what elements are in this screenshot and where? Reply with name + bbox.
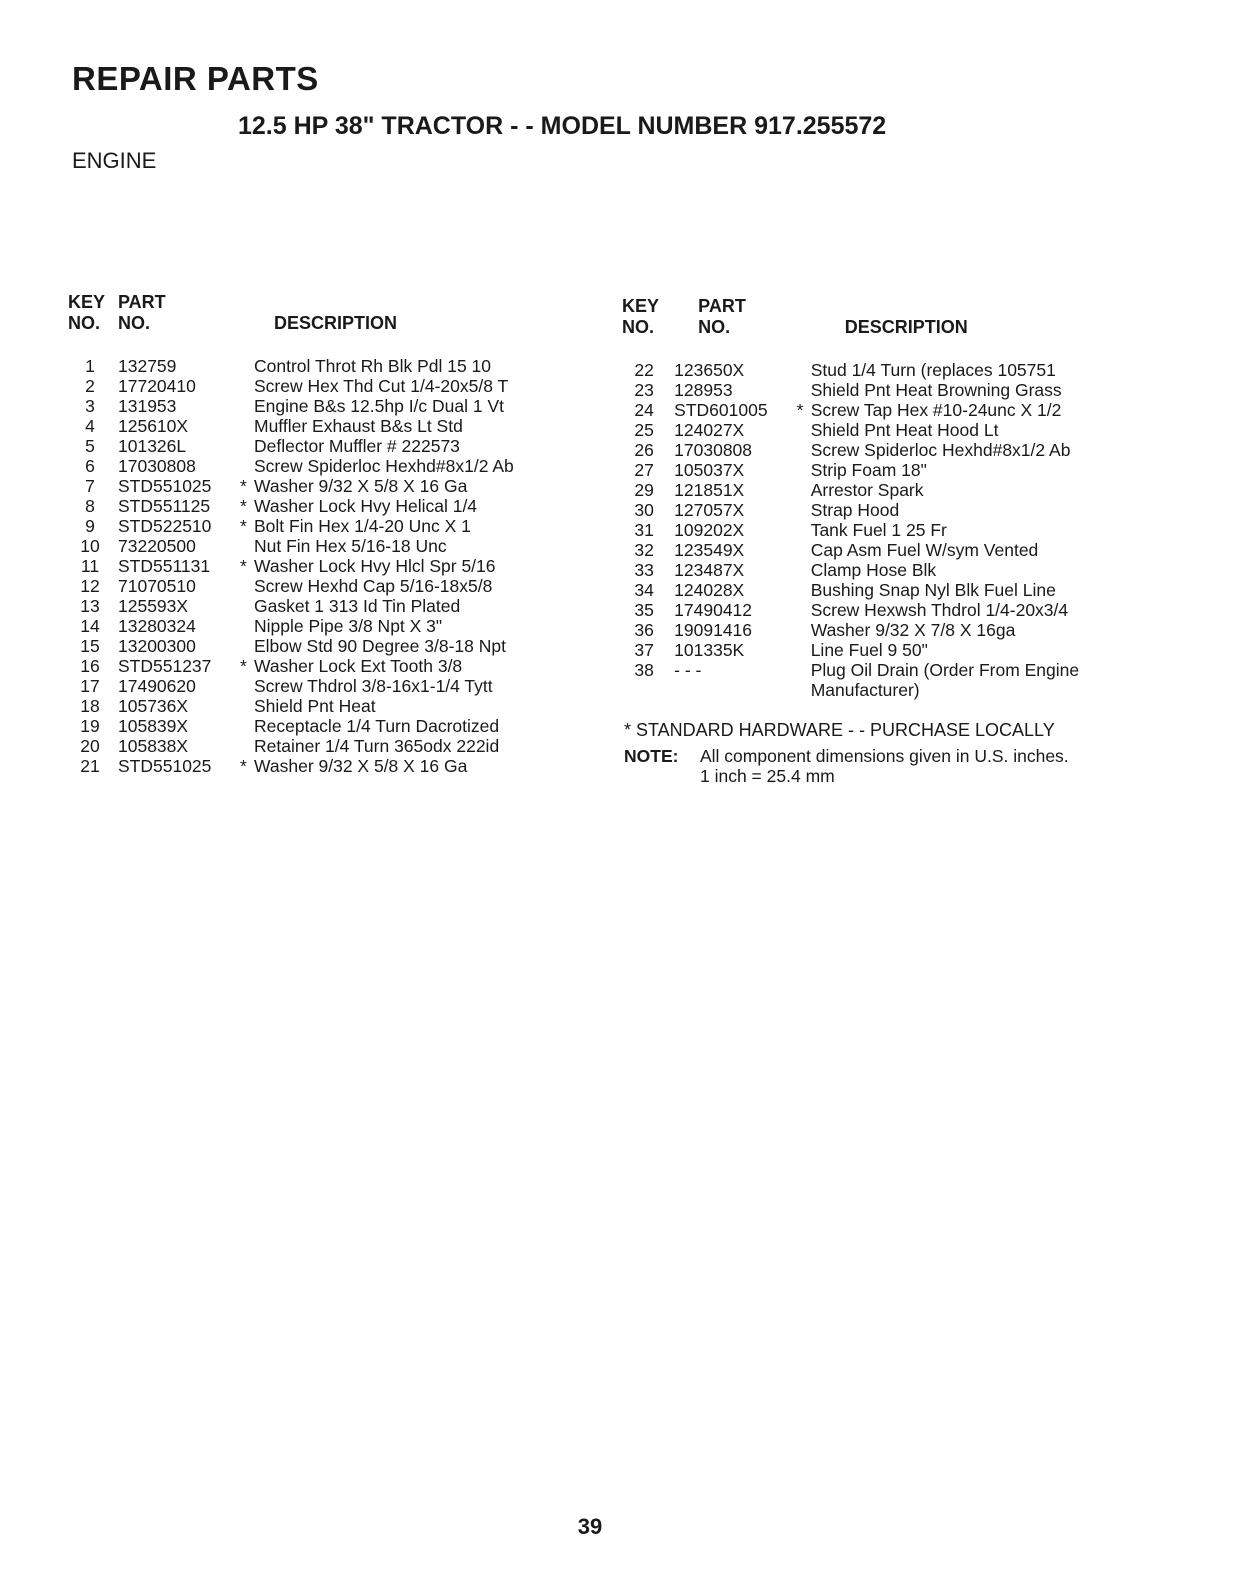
part-description: Washer Lock Hvy Helical 1/4 (254, 496, 478, 516)
part-description: Shield Pnt Heat (254, 696, 376, 716)
table-row (622, 560, 1142, 580)
table-row (622, 620, 1142, 640)
standard-hardware-marker (240, 716, 254, 736)
key-no: 38 (634, 660, 654, 680)
standard-hardware-marker (797, 500, 811, 520)
table-row (68, 356, 568, 376)
standard-hardware-marker (240, 436, 254, 456)
part-description: Receptacle 1/4 Turn Dacrotized (254, 716, 500, 736)
key-no: 35 (634, 600, 654, 620)
part-no: 101335K (674, 640, 745, 660)
part-no: 109202X (674, 520, 745, 540)
table-row (68, 436, 568, 456)
part-description: Muffler Exhaust B&s Lt Std (254, 416, 463, 436)
part-description: Plug Oil Drain (Order From Engine Manufacturer) (810, 660, 1080, 700)
part-no: 105839X (118, 716, 189, 736)
key-no: 17 (80, 676, 100, 696)
part-description: Screw Spiderloc Hexhd#8x1/2 Ab (254, 456, 514, 476)
standard-hardware-marker (797, 460, 811, 480)
key-no: 5 (85, 436, 95, 456)
part-no-header: PART NO. (698, 296, 746, 337)
key-no: 6 (85, 456, 95, 476)
part-no: STD522510 (118, 516, 212, 536)
page-title: REPAIR PARTS (72, 60, 319, 97)
standard-hardware-marker (240, 356, 254, 376)
key-no: 31 (634, 520, 654, 540)
part-no: 128953 (674, 380, 733, 400)
key-no-header: KEY NO. (622, 296, 660, 337)
section-title: ENGINE (72, 148, 157, 173)
key-no: 11 (80, 556, 100, 576)
part-no: 17720410 (118, 376, 196, 396)
key-no: 1 (85, 356, 95, 376)
parts-list-left (68, 356, 568, 776)
table-row (68, 556, 568, 576)
table-row (622, 460, 1142, 480)
table-row (68, 536, 568, 556)
table-row (68, 616, 568, 636)
part-no: 131953 (118, 396, 177, 416)
key-no: 37 (634, 640, 654, 660)
key-no: 36 (634, 620, 654, 640)
table-row (68, 416, 568, 436)
part-no: 13200300 (118, 636, 196, 656)
part-description: Strap Hood (810, 500, 900, 520)
standard-hardware-marker (797, 380, 811, 400)
part-description: Clamp Hose Blk (810, 560, 937, 580)
standard-hardware-marker (797, 660, 811, 700)
table-row (68, 716, 568, 736)
key-no: 25 (634, 420, 654, 440)
part-no: 123650X (674, 360, 745, 380)
table-row (68, 376, 568, 396)
table-row (68, 396, 568, 416)
table-row (68, 516, 568, 536)
part-description: Gasket 1 313 Id Tin Plated (254, 596, 461, 616)
standard-hardware-marker (797, 440, 811, 460)
part-description: Washer 9/32 X 5/8 X 16 Ga (254, 756, 468, 776)
part-no: STD551125 (118, 496, 211, 516)
part-description: Control Throt Rh Blk Pdl 15 10 (254, 356, 492, 376)
part-no: - - - (674, 660, 702, 680)
part-no: 19091416 (674, 620, 753, 640)
standard-hardware-marker (797, 360, 811, 380)
part-description: Line Fuel 9 50" (810, 640, 928, 660)
table-row (622, 640, 1142, 660)
part-description: Retainer 1/4 Turn 365odx 222id (254, 736, 500, 756)
table-row (68, 676, 568, 696)
part-no: 71070510 (118, 576, 196, 596)
part-no: 123487X (674, 560, 745, 580)
parts-list-right (622, 360, 1142, 700)
table-row (68, 636, 568, 656)
part-description: Engine B&s 12.5hp I/c Dual 1 Vt (254, 396, 505, 416)
key-no: 10 (80, 536, 100, 556)
part-no: 132759 (118, 356, 177, 376)
part-description: Nipple Pipe 3/8 Npt X 3" (254, 616, 443, 636)
standard-hardware-marker: * (240, 556, 247, 576)
part-description: Screw Hexwsh Thdrol 1/4-20x3/4 (810, 600, 1069, 620)
part-description: Screw Thdrol 3/8-16x1-1/4 Tytt (254, 676, 493, 696)
key-no: 2 (85, 376, 95, 396)
table-row (622, 520, 1142, 540)
parts-table-left (68, 292, 568, 776)
key-no: 15 (80, 636, 100, 656)
part-description: Elbow Std 90 Degree 3/8-18 Npt (254, 636, 506, 656)
key-no: 14 (80, 616, 100, 636)
part-description: Screw Spiderloc Hexhd#8x1/2 Ab (810, 440, 1071, 460)
part-description: Arrestor Spark (810, 480, 924, 500)
standard-hardware-marker (797, 560, 811, 580)
key-no: 20 (80, 736, 100, 756)
part-description: Bushing Snap Nyl Blk Fuel Line (810, 580, 1056, 600)
key-no: 24 (634, 400, 654, 420)
part-no: 121851X (674, 480, 745, 500)
part-no: 124027X (674, 420, 745, 440)
key-no: 34 (634, 580, 654, 600)
description-header: DESCRIPTION (844, 317, 968, 337)
part-description: Stud 1/4 Turn (replaces 105751 (810, 360, 1056, 380)
part-description: Bolt Fin Hex 1/4-20 Unc X 1 (254, 516, 471, 536)
table-row (622, 360, 1142, 380)
part-description: Screw Hexhd Cap 5/16-18x5/8 (254, 576, 493, 596)
key-no-header: KEY NO. (68, 292, 106, 333)
standard-hardware-marker: * (796, 400, 804, 420)
note-text: All component dimensions given in U.S. inches. (700, 746, 1069, 766)
part-description: Washer Lock Ext Tooth 3/8 (254, 656, 463, 676)
standard-hardware-marker (797, 600, 811, 620)
table-row (68, 596, 568, 616)
standard-hardware-marker (797, 520, 811, 540)
key-no: 12 (80, 576, 100, 596)
part-description: Screw Tap Hex #10-24unc X 1/2 (810, 400, 1062, 420)
dimension-note (624, 746, 1069, 786)
table-row (68, 696, 568, 716)
part-no: 17030808 (674, 440, 753, 460)
part-no: 124028X (674, 580, 745, 600)
part-no: 105736X (118, 696, 189, 716)
part-no: 123549X (674, 540, 745, 560)
standard-hardware-marker (240, 736, 254, 756)
key-no: 21 (80, 756, 100, 776)
key-no: 19 (80, 716, 100, 736)
table-row (622, 660, 1142, 700)
standard-hardware-marker: * (240, 516, 247, 536)
standard-hardware-marker (797, 420, 811, 440)
standard-hardware-marker (240, 396, 254, 416)
part-no: STD551025 (118, 476, 212, 496)
part-no: STD551025 (118, 756, 212, 776)
key-no: 3 (85, 396, 95, 416)
key-no: 33 (634, 560, 654, 580)
key-no: 18 (80, 696, 100, 716)
table-row (68, 736, 568, 756)
key-no: 22 (634, 360, 654, 380)
standard-hardware-marker (240, 416, 254, 436)
part-no: STD551131 (118, 556, 211, 576)
table-row (68, 576, 568, 596)
standard-hardware-marker (240, 676, 254, 696)
standard-hardware-marker (240, 596, 254, 616)
standard-hardware-marker (240, 636, 254, 656)
key-no: 13 (80, 596, 100, 616)
table-row (622, 600, 1142, 620)
key-no: 8 (85, 496, 95, 516)
key-no: 29 (634, 480, 654, 500)
part-no: 73220500 (118, 536, 196, 556)
table-row (68, 496, 568, 516)
part-no: STD601005 (674, 400, 768, 420)
page-number: 39 (577, 1514, 603, 1539)
key-no: 30 (634, 500, 654, 520)
part-no: 13280324 (118, 616, 196, 636)
part-no: 127057X (674, 500, 745, 520)
standard-hardware-marker (797, 580, 811, 600)
table-header (68, 292, 568, 356)
table-header (622, 296, 1142, 360)
part-no: 101326L (118, 436, 187, 456)
standard-hardware-marker (240, 616, 254, 636)
part-description: Deflector Muffler # 222573 (254, 436, 460, 456)
note-conversion: 1 inch = 25.4 mm (700, 766, 835, 786)
table-row (622, 440, 1142, 460)
standard-hardware-marker: * (240, 496, 247, 516)
part-description: Nut Fin Hex 5/16-18 Unc (254, 536, 447, 556)
part-description: Shield Pnt Heat Hood Lt (810, 420, 999, 440)
standard-hardware-marker (240, 456, 254, 476)
key-no: 23 (634, 380, 654, 400)
standard-hardware-marker (797, 480, 811, 500)
key-no: 9 (85, 516, 95, 536)
part-no: 17490620 (118, 676, 196, 696)
standard-hardware-marker (797, 540, 811, 560)
part-no-header: PART NO. (118, 292, 166, 333)
part-description: Strip Foam 18" (810, 460, 927, 480)
part-description: Shield Pnt Heat Browning Grass (810, 380, 1062, 400)
table-row (622, 380, 1142, 400)
standard-hardware-marker (240, 696, 254, 716)
parts-table-right (622, 296, 1142, 700)
key-no: 32 (634, 540, 654, 560)
note-label: NOTE: (624, 746, 679, 766)
table-row (622, 500, 1142, 520)
table-row (622, 580, 1142, 600)
standard-hardware-marker (240, 536, 254, 556)
table-row (622, 540, 1142, 560)
part-no: 17490412 (674, 600, 753, 620)
table-row (68, 756, 568, 776)
table-row (622, 420, 1142, 440)
standard-hardware-marker: * (240, 476, 247, 496)
key-no: 16 (80, 656, 100, 676)
table-row (622, 480, 1142, 500)
key-no: 7 (85, 476, 95, 496)
model-subtitle: 12.5 HP 38" TRACTOR - - MODEL NUMBER 917.255572 (238, 112, 887, 140)
standard-hardware-note: * STANDARD HARDWARE - - PURCHASE LOCALLY (624, 720, 1055, 740)
standard-hardware-marker (240, 376, 254, 396)
description-header: DESCRIPTION (274, 313, 398, 333)
part-description: Washer Lock Hvy Hlcl Spr 5/16 (254, 556, 496, 576)
part-no: 17030808 (118, 456, 196, 476)
table-row (68, 656, 568, 676)
standard-hardware-marker: * (240, 656, 247, 676)
part-no: 125610X (118, 416, 189, 436)
standard-hardware-marker (797, 640, 811, 660)
standard-hardware-marker: * (240, 756, 247, 776)
key-no: 27 (634, 460, 654, 480)
key-no: 4 (85, 416, 95, 436)
part-no: STD551237 (118, 656, 212, 676)
part-no: 105838X (118, 736, 189, 756)
table-row (68, 476, 568, 496)
standard-hardware-marker (797, 620, 811, 640)
part-description: Washer 9/32 X 5/8 X 16 Ga (254, 476, 468, 496)
part-description: Washer 9/32 X 7/8 X 16ga (810, 620, 1016, 640)
part-description: Tank Fuel 1 25 Fr (810, 520, 947, 540)
part-no: 125593X (118, 596, 189, 616)
part-description: Cap Asm Fuel W/sym Vented (810, 540, 1039, 560)
standard-hardware-marker (240, 576, 254, 596)
part-description: Screw Hex Thd Cut 1/4-20x5/8 T (254, 376, 509, 396)
key-no: 26 (634, 440, 654, 460)
table-row (622, 400, 1142, 420)
part-no: 105037X (674, 460, 745, 480)
table-row (68, 456, 568, 476)
